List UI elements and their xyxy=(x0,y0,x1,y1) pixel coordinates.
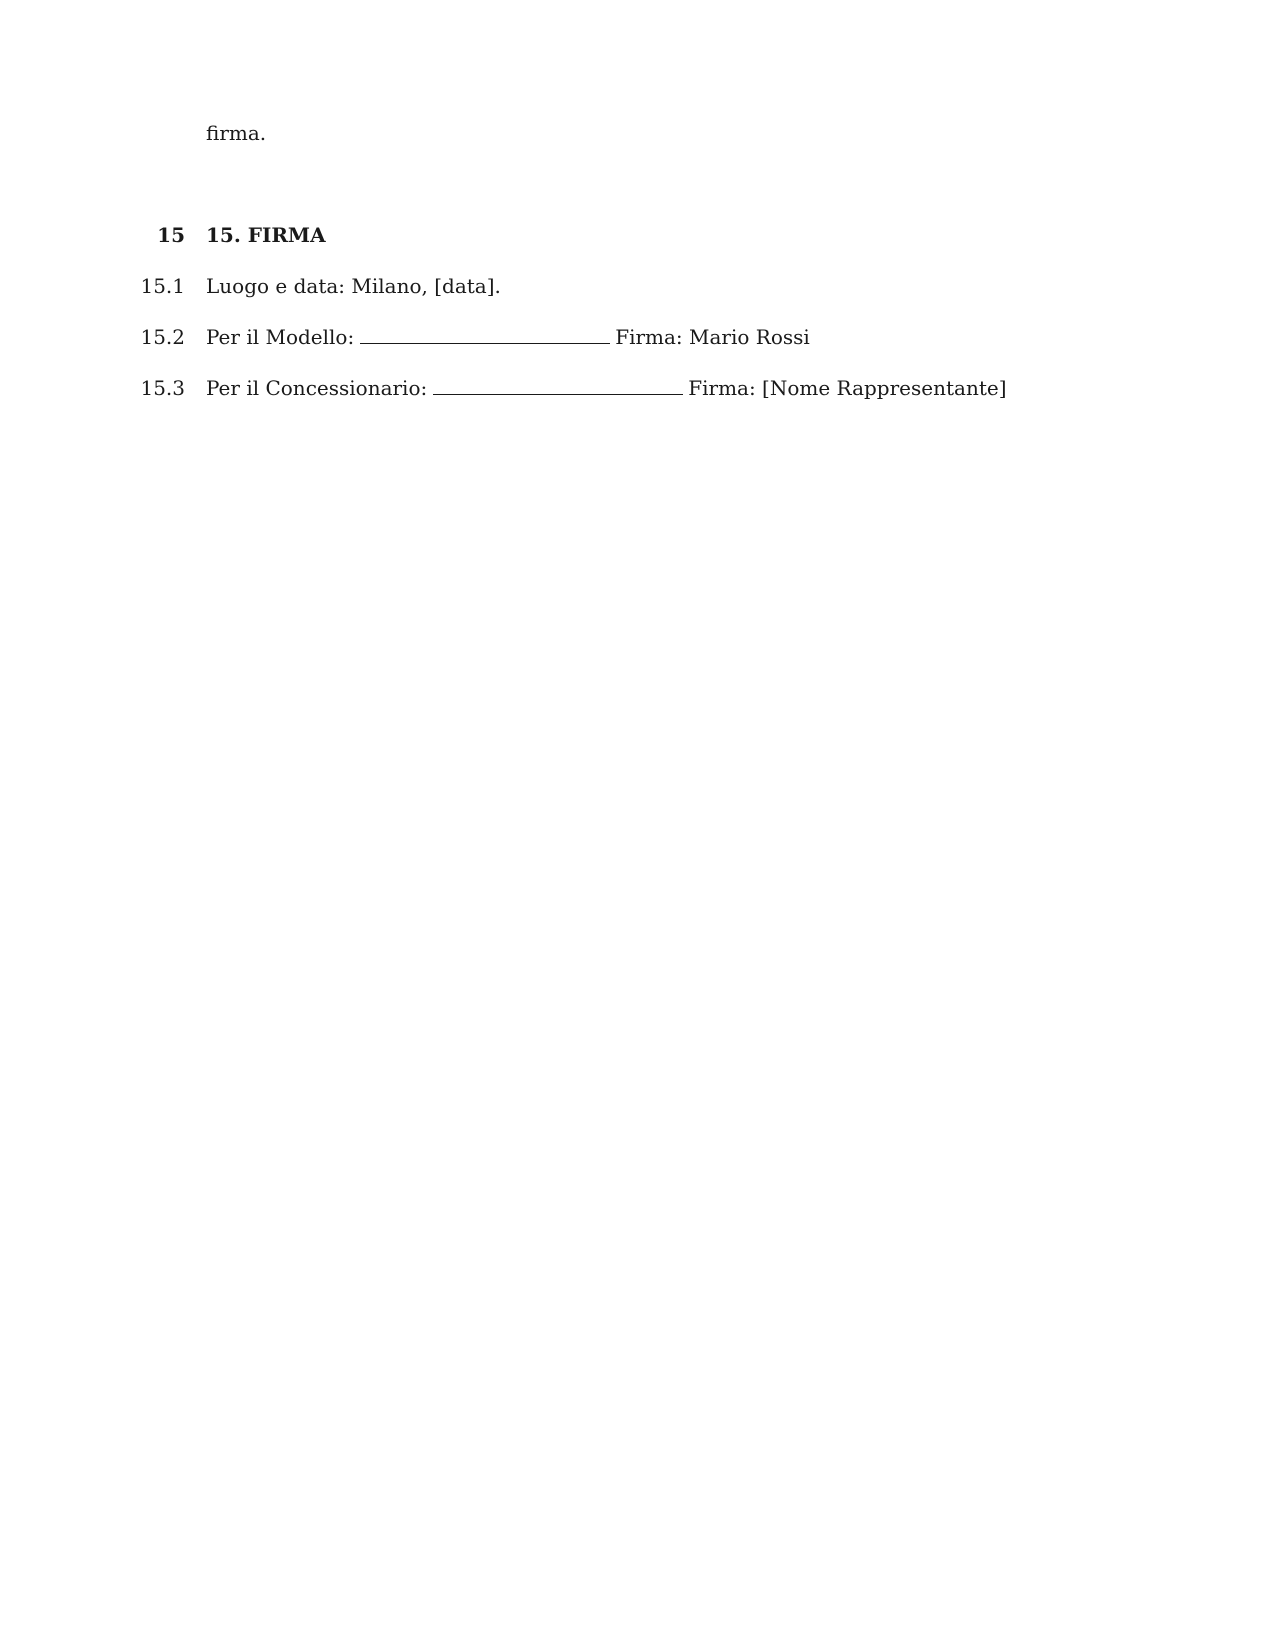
clause-text: Luogo e data: Milano, [data]. xyxy=(206,274,501,298)
signature-blank xyxy=(360,325,610,344)
signature-line-modello xyxy=(206,325,810,349)
clause-number: 15.1 xyxy=(140,274,185,298)
signature-prefix: Per il Concessionario: xyxy=(206,376,428,400)
continuation-text: firma. xyxy=(206,121,267,145)
signature-suffix: Firma: [Nome Rappresentante] xyxy=(688,376,1007,400)
signature-blank xyxy=(433,376,683,395)
section-title: 15. FIRMA xyxy=(206,223,326,247)
signature-line-concessionario xyxy=(206,376,1007,400)
clause-number: 15.2 xyxy=(140,325,185,349)
section-number: 15 xyxy=(157,223,185,247)
signature-prefix: Per il Modello: xyxy=(206,325,355,349)
clause-number: 15.3 xyxy=(140,376,185,400)
signature-suffix: Firma: Mario Rossi xyxy=(615,325,810,349)
